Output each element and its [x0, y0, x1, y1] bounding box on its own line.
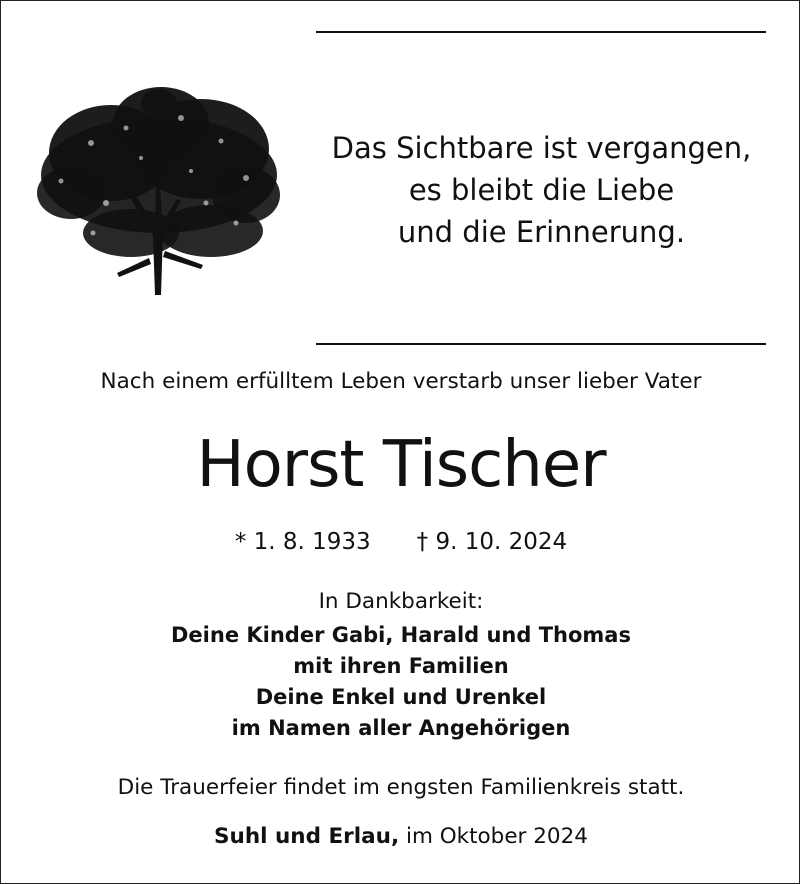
- place-locations: Suhl und Erlau,: [214, 824, 400, 849]
- birth-date: * 1. 8. 1933: [234, 529, 371, 555]
- top-divider: [316, 31, 766, 33]
- intro-text: Nach einem erfülltem Leben verstarb unser lieber Vater: [100, 369, 702, 394]
- notice-date: im Oktober 2024: [405, 824, 588, 849]
- motto-line-1: Das Sichtbare ist vergangen,: [331, 131, 752, 165]
- service-note: Die Trauerfeier findet im engsten Familienkreis statt.: [117, 775, 685, 800]
- motto-line-2: es bleibt die Liebe: [408, 173, 675, 207]
- mourners-list: [1, 620, 800, 744]
- bottom-divider: [316, 343, 766, 345]
- mourner-line: im Namen aller Angehörigen: [231, 716, 571, 740]
- thanks-label: In Dankbarkeit:: [318, 589, 484, 614]
- deceased-name: Horst Tischer: [196, 428, 606, 502]
- mourner-line: mit ihren Familien: [293, 654, 509, 678]
- motto-verse: [319, 127, 764, 253]
- tree-icon: [31, 83, 286, 295]
- life-dates: [1, 525, 800, 559]
- death-date: † 9. 10. 2024: [416, 529, 568, 555]
- mourner-line: Deine Kinder Gabi, Harald und Thomas: [171, 623, 631, 647]
- place-and-date: [1, 821, 800, 853]
- motto-line-3: und die Erinnerung.: [397, 215, 686, 249]
- mourner-line: Deine Enkel und Urenkel: [255, 685, 547, 709]
